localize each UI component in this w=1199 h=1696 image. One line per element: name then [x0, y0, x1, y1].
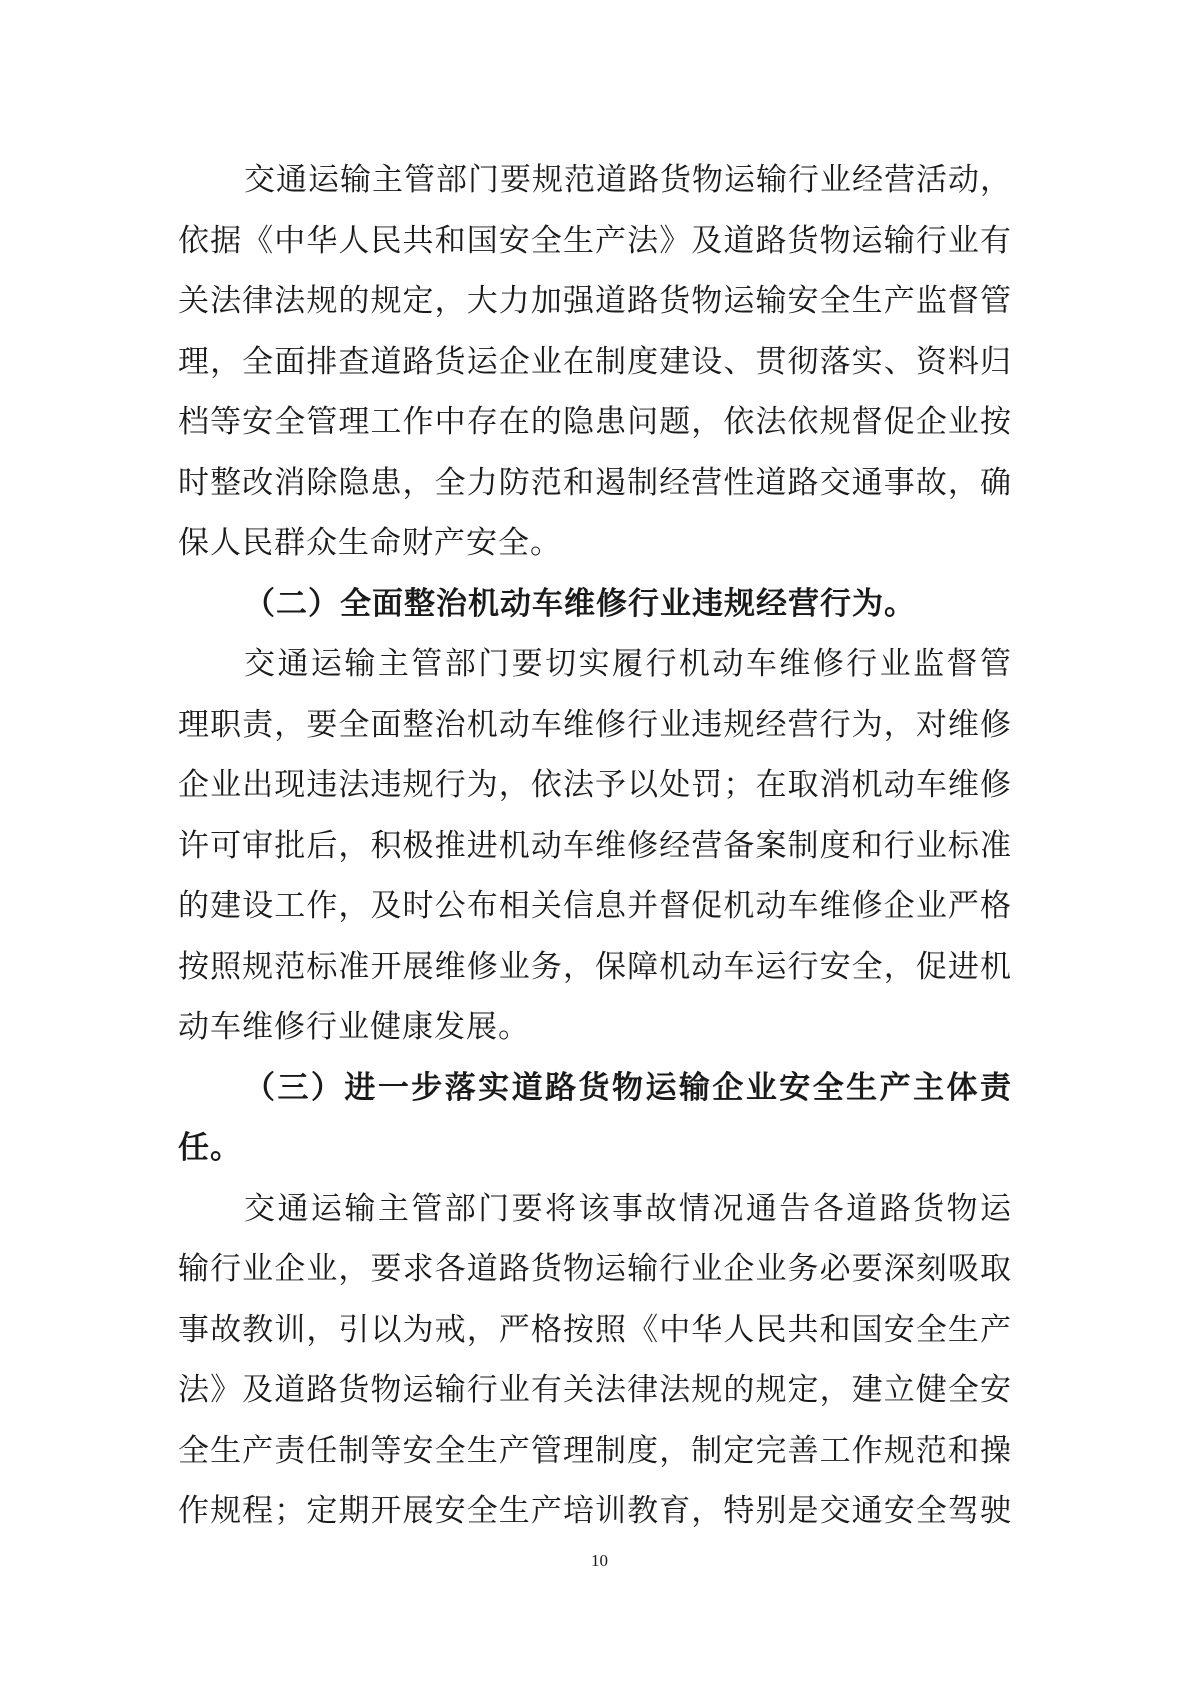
paragraph-line: 事故教训，引以为戒，严格按照《中华人民共和国安全生产 [178, 1311, 1012, 1347]
paragraph-line: 保人民群众生命财产安全。 [178, 525, 562, 560]
paragraph-line: 按照规范标准开展维修业务，保障机动车运行安全，促进机 [178, 948, 1012, 984]
page-number: 10 [591, 1551, 608, 1570]
section-heading: 任。 [178, 1130, 242, 1165]
section-heading: （二）全面整治机动车维修行业违规经营行为。 [244, 585, 916, 621]
paragraph-line: 企业出现违法违规行为，依法予以处罚；在取消机动车维修 [178, 767, 1012, 802]
paragraph-line: 理职责，要全面整治机动车维修行业违规经营行为，对维修 [178, 706, 1012, 742]
section-heading: （三）进一步落实道路货物运输企业安全生产主体责 [244, 1069, 1012, 1105]
paragraph-line: 的建设工作，及时公布相关信息并督促机动车维修企业严格 [178, 888, 1012, 923]
paragraph-line: 依据《中华人民共和国安全生产法》及道路货物运输行业有 [178, 222, 1012, 258]
paragraph-line: 全生产责任制等安全生产管理制度，制定完善工作规范和操 [178, 1432, 1012, 1468]
paragraph-line: 作规程；定期开展安全生产培训教育，特别是交通安全驾驶 [178, 1493, 1012, 1528]
paragraph-line: 档等安全管理工作中存在的隐患问题，依法依规督促企业按 [178, 404, 1012, 439]
text-block [178, 150, 1012, 1542]
paragraph-line: 法》及道路货物运输行业有关法律法规的规定，建立健全安 [178, 1372, 1012, 1407]
paragraph-line: 关法律法规的规定，大力加强道路货物运输安全生产监督管 [178, 283, 1012, 318]
paragraph-line: 动车维修行业健康发展。 [178, 1009, 530, 1044]
paragraph-line: 交通运输主管部门要规范道路货物运输行业经营活动， [244, 162, 1012, 197]
paragraph-line: 交通运输主管部门要切实履行机动车维修行业监督管 [244, 646, 1012, 681]
paragraph-line: 交通运输主管部门要将该事故情况通告各道路货物运 [244, 1190, 1012, 1226]
paragraph-line: 时整改消除隐患，全力防范和遏制经营性道路交通事故，确 [178, 464, 1012, 500]
paragraph-line: 输行业企业，要求各道路货物运输行业企业务必要深刻吸取 [178, 1251, 1012, 1286]
paragraph-line: 理，全面排查道路货运企业在制度建设、贯彻落实、资料归 [178, 343, 1012, 379]
paragraph-line: 许可审批后，积极推进机动车维修经营备案制度和行业标准 [178, 827, 1012, 863]
